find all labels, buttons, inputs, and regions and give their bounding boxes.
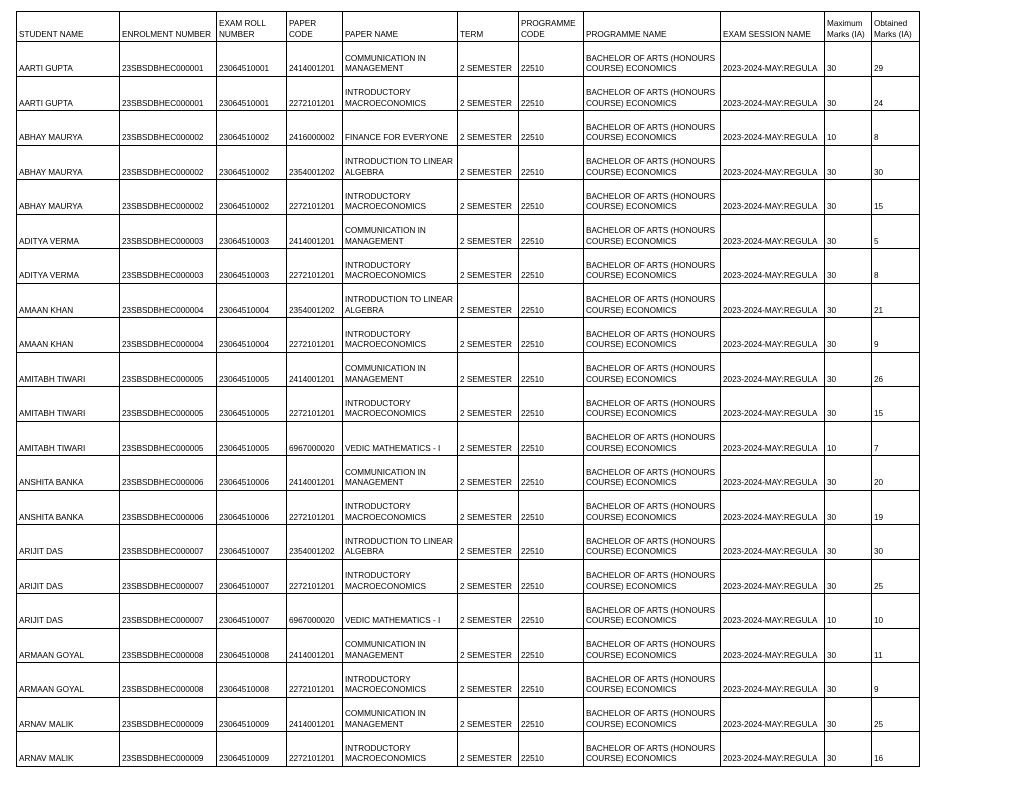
cell-programme-code: 22510 xyxy=(519,111,584,146)
cell-paper-name: INTRODUCTORY MACROECONOMICS xyxy=(343,663,458,698)
table-row xyxy=(17,249,920,284)
cell-student-name: ADITYA VERMA xyxy=(17,214,120,249)
cell-paper-name: COMMUNICATION IN MANAGEMENT xyxy=(343,697,458,732)
cell-exam-session-name: 2023-2024-MAY:REGULA xyxy=(721,76,825,111)
cell-exam-session-name: 2023-2024-MAY:REGULA xyxy=(721,456,825,491)
cell-obtained-marks: 19 xyxy=(872,490,920,525)
cell-maximum-marks: 30 xyxy=(825,76,872,111)
cell-student-name: ARMAAN GOYAL xyxy=(17,628,120,663)
cell-programme-code: 22510 xyxy=(519,145,584,180)
cell-maximum-marks: 30 xyxy=(825,42,872,77)
cell-paper-code: 2354001202 xyxy=(287,525,343,560)
cell-term: 2 SEMESTER xyxy=(458,421,519,456)
table-row xyxy=(17,559,920,594)
cell-obtained-marks: 30 xyxy=(872,525,920,560)
cell-exam-roll-number: 23064510005 xyxy=(217,421,287,456)
cell-obtained-marks: 10 xyxy=(872,594,920,629)
cell-term: 2 SEMESTER xyxy=(458,111,519,146)
table-row xyxy=(17,594,920,629)
cell-programme-name: BACHELOR OF ARTS (HONOURS COURSE) ECONOMICS xyxy=(584,318,721,353)
cell-programme-name: BACHELOR OF ARTS (HONOURS COURSE) ECONOMICS xyxy=(584,387,721,422)
cell-exam-session-name: 2023-2024-MAY:REGULA xyxy=(721,42,825,77)
cell-programme-code: 22510 xyxy=(519,697,584,732)
cell-programme-name: BACHELOR OF ARTS (HONOURS COURSE) ECONOMICS xyxy=(584,663,721,698)
cell-exam-session-name: 2023-2024-MAY:REGULA xyxy=(721,111,825,146)
cell-exam-session-name: 2023-2024-MAY:REGULA xyxy=(721,525,825,560)
cell-programme-name: BACHELOR OF ARTS (HONOURS COURSE) ECONOMICS xyxy=(584,559,721,594)
cell-programme-code: 22510 xyxy=(519,180,584,215)
cell-enrolment-number: 23SBSDBHEC000008 xyxy=(120,663,217,698)
cell-exam-roll-number: 23064510006 xyxy=(217,456,287,491)
cell-exam-session-name: 2023-2024-MAY:REGULA xyxy=(721,318,825,353)
table-row xyxy=(17,145,920,180)
cell-term: 2 SEMESTER xyxy=(458,628,519,663)
cell-maximum-marks: 10 xyxy=(825,421,872,456)
cell-student-name: ARIJIT DAS xyxy=(17,559,120,594)
cell-programme-name: BACHELOR OF ARTS (HONOURS COURSE) ECONOMICS xyxy=(584,697,721,732)
cell-obtained-marks: 30 xyxy=(872,145,920,180)
cell-exam-roll-number: 23064510003 xyxy=(217,214,287,249)
cell-maximum-marks: 30 xyxy=(825,732,872,767)
cell-student-name: ANSHITA BANKA xyxy=(17,456,120,491)
cell-programme-name: BACHELOR OF ARTS (HONOURS COURSE) ECONOMICS xyxy=(584,732,721,767)
cell-student-name: AARTI GUPTA xyxy=(17,76,120,111)
cell-term: 2 SEMESTER xyxy=(458,732,519,767)
cell-term: 2 SEMESTER xyxy=(458,559,519,594)
cell-exam-roll-number: 23064510001 xyxy=(217,42,287,77)
cell-maximum-marks: 30 xyxy=(825,387,872,422)
cell-paper-name: INTRODUCTION TO LINEAR ALGEBRA xyxy=(343,283,458,318)
cell-paper-name: INTRODUCTORY MACROECONOMICS xyxy=(343,318,458,353)
cell-obtained-marks: 7 xyxy=(872,421,920,456)
cell-paper-name: FINANCE FOR EVERYONE xyxy=(343,111,458,146)
cell-exam-roll-number: 23064510002 xyxy=(217,111,287,146)
col-paper-code: PAPER CODE xyxy=(287,12,343,42)
cell-paper-code: 6967000020 xyxy=(287,594,343,629)
col-programme-code: PROGRAMME CODE xyxy=(519,12,584,42)
cell-term: 2 SEMESTER xyxy=(458,283,519,318)
cell-paper-name: COMMUNICATION IN MANAGEMENT xyxy=(343,214,458,249)
table-row xyxy=(17,490,920,525)
table-row xyxy=(17,387,920,422)
cell-programme-code: 22510 xyxy=(519,249,584,284)
table-row xyxy=(17,352,920,387)
cell-exam-roll-number: 23064510005 xyxy=(217,387,287,422)
cell-paper-name: INTRODUCTORY MACROECONOMICS xyxy=(343,249,458,284)
table-row xyxy=(17,525,920,560)
cell-obtained-marks: 24 xyxy=(872,76,920,111)
cell-enrolment-number: 23SBSDBHEC000002 xyxy=(120,145,217,180)
cell-paper-name: COMMUNICATION IN MANAGEMENT xyxy=(343,456,458,491)
cell-paper-name: INTRODUCTION TO LINEAR ALGEBRA xyxy=(343,145,458,180)
table-row xyxy=(17,283,920,318)
cell-maximum-marks: 30 xyxy=(825,559,872,594)
cell-enrolment-number: 23SBSDBHEC000003 xyxy=(120,249,217,284)
cell-term: 2 SEMESTER xyxy=(458,697,519,732)
cell-enrolment-number: 23SBSDBHEC000007 xyxy=(120,559,217,594)
cell-obtained-marks: 25 xyxy=(872,697,920,732)
cell-maximum-marks: 30 xyxy=(825,214,872,249)
col-maximum-marks: Maximum Marks (IA) xyxy=(825,12,872,42)
cell-paper-code: 2272101201 xyxy=(287,732,343,767)
cell-paper-code: 2272101201 xyxy=(287,559,343,594)
cell-obtained-marks: 9 xyxy=(872,663,920,698)
cell-paper-code: 2272101201 xyxy=(287,76,343,111)
cell-enrolment-number: 23SBSDBHEC000009 xyxy=(120,732,217,767)
cell-paper-name: INTRODUCTORY MACROECONOMICS xyxy=(343,387,458,422)
cell-exam-roll-number: 23064510007 xyxy=(217,559,287,594)
cell-programme-name: BACHELOR OF ARTS (HONOURS COURSE) ECONOMICS xyxy=(584,180,721,215)
cell-maximum-marks: 30 xyxy=(825,145,872,180)
cell-paper-name: INTRODUCTION TO LINEAR ALGEBRA xyxy=(343,525,458,560)
cell-student-name: ABHAY MAURYA xyxy=(17,145,120,180)
cell-paper-name: COMMUNICATION IN MANAGEMENT xyxy=(343,42,458,77)
cell-student-name: AMAAN KHAN xyxy=(17,283,120,318)
cell-enrolment-number: 23SBSDBHEC000004 xyxy=(120,318,217,353)
cell-paper-code: 2414001201 xyxy=(287,697,343,732)
cell-paper-name: COMMUNICATION IN MANAGEMENT xyxy=(343,352,458,387)
col-enrolment-number: ENROLMENT NUMBER xyxy=(120,12,217,42)
col-student-name: STUDENT NAME xyxy=(17,12,120,42)
cell-exam-roll-number: 23064510009 xyxy=(217,732,287,767)
cell-maximum-marks: 30 xyxy=(825,525,872,560)
cell-student-name: ARMAAN GOYAL xyxy=(17,663,120,698)
cell-exam-roll-number: 23064510009 xyxy=(217,697,287,732)
cell-exam-session-name: 2023-2024-MAY:REGULA xyxy=(721,697,825,732)
cell-programme-name: BACHELOR OF ARTS (HONOURS COURSE) ECONOMICS xyxy=(584,76,721,111)
cell-exam-session-name: 2023-2024-MAY:REGULA xyxy=(721,732,825,767)
cell-paper-code: 2354001202 xyxy=(287,283,343,318)
col-obtained-marks: Obtained Marks (IA) xyxy=(872,12,920,42)
cell-programme-name: BACHELOR OF ARTS (HONOURS COURSE) ECONOMICS xyxy=(584,42,721,77)
cell-programme-name: BACHELOR OF ARTS (HONOURS COURSE) ECONOMICS xyxy=(584,628,721,663)
cell-paper-code: 2414001201 xyxy=(287,456,343,491)
cell-obtained-marks: 9 xyxy=(872,318,920,353)
cell-enrolment-number: 23SBSDBHEC000009 xyxy=(120,697,217,732)
cell-term: 2 SEMESTER xyxy=(458,249,519,284)
col-exam-session-name: EXAM SESSION NAME xyxy=(721,12,825,42)
cell-paper-code: 2272101201 xyxy=(287,490,343,525)
cell-programme-code: 22510 xyxy=(519,214,584,249)
cell-student-name: ABHAY MAURYA xyxy=(17,180,120,215)
cell-obtained-marks: 5 xyxy=(872,214,920,249)
cell-exam-session-name: 2023-2024-MAY:REGULA xyxy=(721,387,825,422)
cell-programme-name: BACHELOR OF ARTS (HONOURS COURSE) ECONOMICS xyxy=(584,145,721,180)
cell-programme-name: BACHELOR OF ARTS (HONOURS COURSE) ECONOMICS xyxy=(584,283,721,318)
cell-student-name: AMITABH TIWARI xyxy=(17,352,120,387)
cell-maximum-marks: 30 xyxy=(825,697,872,732)
cell-student-name: ARIJIT DAS xyxy=(17,525,120,560)
cell-programme-code: 22510 xyxy=(519,628,584,663)
cell-enrolment-number: 23SBSDBHEC000001 xyxy=(120,42,217,77)
cell-maximum-marks: 30 xyxy=(825,663,872,698)
cell-term: 2 SEMESTER xyxy=(458,318,519,353)
cell-exam-session-name: 2023-2024-MAY:REGULA xyxy=(721,249,825,284)
cell-programme-code: 22510 xyxy=(519,525,584,560)
cell-enrolment-number: 23SBSDBHEC000003 xyxy=(120,214,217,249)
cell-obtained-marks: 26 xyxy=(872,352,920,387)
cell-student-name: AARTI GUPTA xyxy=(17,42,120,77)
cell-student-name: ABHAY MAURYA xyxy=(17,111,120,146)
table-row xyxy=(17,732,920,767)
cell-paper-name: COMMUNICATION IN MANAGEMENT xyxy=(343,628,458,663)
cell-programme-name: BACHELOR OF ARTS (HONOURS COURSE) ECONOMICS xyxy=(584,456,721,491)
cell-maximum-marks: 10 xyxy=(825,594,872,629)
cell-programme-code: 22510 xyxy=(519,732,584,767)
cell-exam-session-name: 2023-2024-MAY:REGULA xyxy=(721,214,825,249)
cell-exam-session-name: 2023-2024-MAY:REGULA xyxy=(721,421,825,456)
cell-student-name: AMAAN KHAN xyxy=(17,318,120,353)
cell-enrolment-number: 23SBSDBHEC000007 xyxy=(120,594,217,629)
cell-term: 2 SEMESTER xyxy=(458,42,519,77)
table-row xyxy=(17,421,920,456)
cell-programme-name: BACHELOR OF ARTS (HONOURS COURSE) ECONOMICS xyxy=(584,490,721,525)
cell-exam-roll-number: 23064510002 xyxy=(217,180,287,215)
cell-paper-code: 2414001201 xyxy=(287,628,343,663)
cell-programme-name: BACHELOR OF ARTS (HONOURS COURSE) ECONOMICS xyxy=(584,594,721,629)
cell-student-name: AMITABH TIWARI xyxy=(17,421,120,456)
cell-exam-roll-number: 23064510002 xyxy=(217,145,287,180)
col-programme-name: PROGRAMME NAME xyxy=(584,12,721,42)
header-row xyxy=(17,12,920,42)
cell-paper-code: 2272101201 xyxy=(287,318,343,353)
cell-programme-code: 22510 xyxy=(519,456,584,491)
cell-student-name: AMITABH TIWARI xyxy=(17,387,120,422)
cell-student-name: ANSHITA BANKA xyxy=(17,490,120,525)
cell-term: 2 SEMESTER xyxy=(458,456,519,491)
cell-programme-code: 22510 xyxy=(519,421,584,456)
cell-maximum-marks: 10 xyxy=(825,111,872,146)
cell-programme-code: 22510 xyxy=(519,76,584,111)
table-row xyxy=(17,697,920,732)
table-row xyxy=(17,180,920,215)
cell-exam-session-name: 2023-2024-MAY:REGULA xyxy=(721,490,825,525)
cell-paper-code: 2354001202 xyxy=(287,145,343,180)
cell-term: 2 SEMESTER xyxy=(458,594,519,629)
cell-exam-session-name: 2023-2024-MAY:REGULA xyxy=(721,352,825,387)
cell-obtained-marks: 15 xyxy=(872,180,920,215)
cell-exam-roll-number: 23064510007 xyxy=(217,594,287,629)
cell-maximum-marks: 30 xyxy=(825,318,872,353)
cell-enrolment-number: 23SBSDBHEC000005 xyxy=(120,387,217,422)
cell-exam-roll-number: 23064510008 xyxy=(217,628,287,663)
cell-student-name: ARIJIT DAS xyxy=(17,594,120,629)
cell-paper-code: 2272101201 xyxy=(287,249,343,284)
cell-term: 2 SEMESTER xyxy=(458,663,519,698)
cell-term: 2 SEMESTER xyxy=(458,387,519,422)
table-row xyxy=(17,111,920,146)
cell-exam-session-name: 2023-2024-MAY:REGULA xyxy=(721,594,825,629)
cell-exam-session-name: 2023-2024-MAY:REGULA xyxy=(721,663,825,698)
cell-obtained-marks: 21 xyxy=(872,283,920,318)
cell-paper-code: 2272101201 xyxy=(287,180,343,215)
cell-enrolment-number: 23SBSDBHEC000005 xyxy=(120,352,217,387)
cell-exam-session-name: 2023-2024-MAY:REGULA xyxy=(721,180,825,215)
cell-paper-name: INTRODUCTORY MACROECONOMICS xyxy=(343,180,458,215)
cell-paper-code: 6967000020 xyxy=(287,421,343,456)
cell-paper-code: 2414001201 xyxy=(287,42,343,77)
cell-enrolment-number: 23SBSDBHEC000005 xyxy=(120,421,217,456)
col-term: TERM xyxy=(458,12,519,42)
cell-term: 2 SEMESTER xyxy=(458,490,519,525)
cell-exam-roll-number: 23064510006 xyxy=(217,490,287,525)
cell-programme-code: 22510 xyxy=(519,42,584,77)
cell-term: 2 SEMESTER xyxy=(458,180,519,215)
table-row xyxy=(17,42,920,77)
cell-student-name: ARNAV MALIK xyxy=(17,732,120,767)
cell-enrolment-number: 23SBSDBHEC000001 xyxy=(120,76,217,111)
cell-student-name: ADITYA VERMA xyxy=(17,249,120,284)
cell-programme-name: BACHELOR OF ARTS (HONOURS COURSE) ECONOMICS xyxy=(584,249,721,284)
cell-programme-code: 22510 xyxy=(519,387,584,422)
cell-enrolment-number: 23SBSDBHEC000006 xyxy=(120,490,217,525)
cell-obtained-marks: 25 xyxy=(872,559,920,594)
cell-enrolment-number: 23SBSDBHEC000002 xyxy=(120,111,217,146)
cell-maximum-marks: 30 xyxy=(825,352,872,387)
cell-exam-session-name: 2023-2024-MAY:REGULA xyxy=(721,559,825,594)
cell-paper-name: INTRODUCTORY MACROECONOMICS xyxy=(343,559,458,594)
cell-programme-name: BACHELOR OF ARTS (HONOURS COURSE) ECONOMICS xyxy=(584,111,721,146)
col-exam-roll-number: EXAM ROLL NUMBER xyxy=(217,12,287,42)
cell-maximum-marks: 30 xyxy=(825,180,872,215)
cell-programme-code: 22510 xyxy=(519,490,584,525)
cell-enrolment-number: 23SBSDBHEC000006 xyxy=(120,456,217,491)
cell-programme-name: BACHELOR OF ARTS (HONOURS COURSE) ECONOMICS xyxy=(584,214,721,249)
cell-programme-code: 22510 xyxy=(519,594,584,629)
cell-paper-name: INTRODUCTORY MACROECONOMICS xyxy=(343,76,458,111)
cell-obtained-marks: 29 xyxy=(872,42,920,77)
cell-exam-roll-number: 23064510003 xyxy=(217,249,287,284)
cell-obtained-marks: 16 xyxy=(872,732,920,767)
cell-exam-roll-number: 23064510005 xyxy=(217,352,287,387)
cell-exam-roll-number: 23064510004 xyxy=(217,283,287,318)
cell-paper-name: INTRODUCTORY MACROECONOMICS xyxy=(343,732,458,767)
cell-paper-code: 2414001201 xyxy=(287,352,343,387)
cell-programme-code: 22510 xyxy=(519,283,584,318)
cell-term: 2 SEMESTER xyxy=(458,352,519,387)
cell-programme-name: BACHELOR OF ARTS (HONOURS COURSE) ECONOMICS xyxy=(584,421,721,456)
table-row xyxy=(17,318,920,353)
cell-student-name: ARNAV MALIK xyxy=(17,697,120,732)
marks-sheet xyxy=(16,11,920,767)
cell-exam-roll-number: 23064510001 xyxy=(217,76,287,111)
cell-paper-code: 2272101201 xyxy=(287,387,343,422)
cell-paper-name: INTRODUCTORY MACROECONOMICS xyxy=(343,490,458,525)
cell-exam-session-name: 2023-2024-MAY:REGULA xyxy=(721,145,825,180)
cell-programme-name: BACHELOR OF ARTS (HONOURS COURSE) ECONOMICS xyxy=(584,352,721,387)
cell-obtained-marks: 8 xyxy=(872,249,920,284)
cell-paper-name: VEDIC MATHEMATICS - I xyxy=(343,594,458,629)
cell-exam-session-name: 2023-2024-MAY:REGULA xyxy=(721,283,825,318)
cell-programme-name: BACHELOR OF ARTS (HONOURS COURSE) ECONOMICS xyxy=(584,525,721,560)
cell-enrolment-number: 23SBSDBHEC000002 xyxy=(120,180,217,215)
cell-exam-session-name: 2023-2024-MAY:REGULA xyxy=(721,628,825,663)
cell-paper-code: 2414001201 xyxy=(287,214,343,249)
cell-programme-code: 22510 xyxy=(519,559,584,594)
cell-paper-code: 2416000002 xyxy=(287,111,343,146)
cell-obtained-marks: 20 xyxy=(872,456,920,491)
cell-paper-name: VEDIC MATHEMATICS - I xyxy=(343,421,458,456)
cell-term: 2 SEMESTER xyxy=(458,145,519,180)
table-row xyxy=(17,456,920,491)
cell-maximum-marks: 30 xyxy=(825,283,872,318)
cell-term: 2 SEMESTER xyxy=(458,214,519,249)
cell-exam-roll-number: 23064510004 xyxy=(217,318,287,353)
cell-obtained-marks: 8 xyxy=(872,111,920,146)
table-row xyxy=(17,214,920,249)
cell-term: 2 SEMESTER xyxy=(458,76,519,111)
col-paper-name: PAPER NAME xyxy=(343,12,458,42)
cell-maximum-marks: 30 xyxy=(825,456,872,491)
cell-obtained-marks: 15 xyxy=(872,387,920,422)
cell-programme-code: 22510 xyxy=(519,318,584,353)
cell-obtained-marks: 11 xyxy=(872,628,920,663)
cell-programme-code: 22510 xyxy=(519,352,584,387)
table-row xyxy=(17,663,920,698)
marks-table xyxy=(16,11,920,767)
cell-paper-code: 2272101201 xyxy=(287,663,343,698)
cell-enrolment-number: 23SBSDBHEC000007 xyxy=(120,525,217,560)
table-row xyxy=(17,76,920,111)
cell-exam-roll-number: 23064510008 xyxy=(217,663,287,698)
table-row xyxy=(17,628,920,663)
cell-maximum-marks: 30 xyxy=(825,249,872,284)
cell-exam-roll-number: 23064510007 xyxy=(217,525,287,560)
cell-enrolment-number: 23SBSDBHEC000008 xyxy=(120,628,217,663)
cell-programme-code: 22510 xyxy=(519,663,584,698)
cell-enrolment-number: 23SBSDBHEC000004 xyxy=(120,283,217,318)
cell-term: 2 SEMESTER xyxy=(458,525,519,560)
cell-maximum-marks: 30 xyxy=(825,490,872,525)
table-body xyxy=(17,42,920,767)
cell-maximum-marks: 30 xyxy=(825,628,872,663)
